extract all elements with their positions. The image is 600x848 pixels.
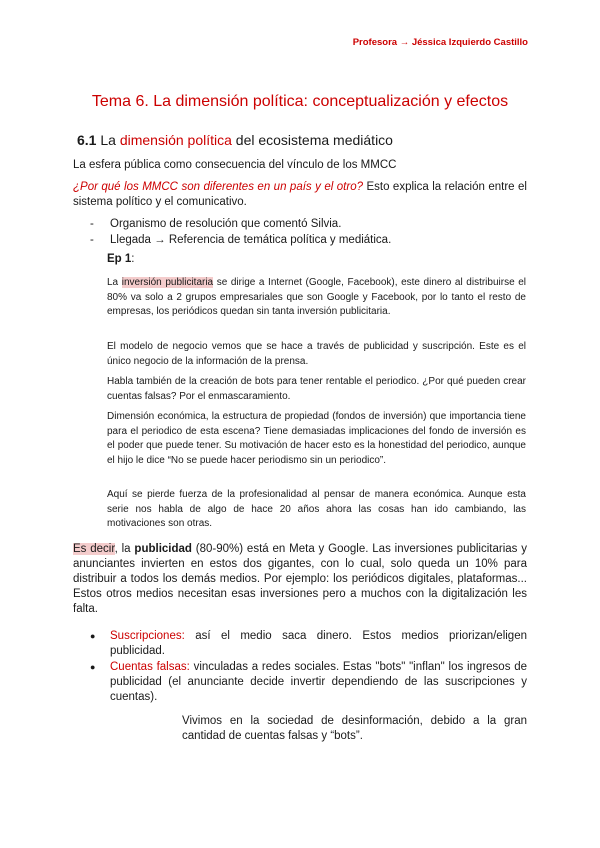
episode-title: Ep 1: <box>107 253 135 265</box>
highlight-inversion: inversión publicitaria <box>121 277 214 288</box>
highlight-es-decir: Es decir <box>73 543 115 555</box>
section-number: 6.1 <box>77 132 97 148</box>
bold-publicidad: publicidad <box>134 543 192 555</box>
closing-paragraph: Vivimos en la sociedad de desinformación, debido a la gran cantidad de cuentas falsas y “bots”. <box>182 715 527 742</box>
dash-item: - Llegada → Referencia de temática política y mediática. <box>90 234 392 246</box>
episode-paragraph-5: Aquí se pierde fuerza de la profesionalidad al pensar de manera económica. Aunque esta serie nos habla de algo de hace 20 años ahora las cosas han ido cambiando, las motivaciones son otras. <box>107 489 526 529</box>
bullet-item: ● Suscripciones: así el medio saca dinero. Estos medios priorizan/eligen publicidad. <box>90 630 527 657</box>
intro-paragraph: La esfera pública como consecuencia del vínculo de los MMCC <box>73 159 397 171</box>
bullet-dot-icon: ● <box>90 631 96 641</box>
bullet-dot-icon: ● <box>90 662 96 672</box>
section-pre: La <box>100 132 116 148</box>
section-post: del ecosistema mediático <box>235 132 393 148</box>
question-red: ¿Por qué los MMCC son diferentes en un país y el otro? <box>73 181 363 193</box>
episode-paragraph-4: Dimensión económica, la estructura de propiedad (fondos de inversión) que importancia tiene para el periodico de esta escena? Tiene demasiadas implicaciones del fondo de inversión es el poder que puede tener. Su motivación de hacer esto es la honestidad del periodico, aunque el hijo le dice “No se puede hacer periodismo sin un periodico”. <box>107 411 526 466</box>
question-paragraph <box>73 180 527 210</box>
es-decir-paragraph: Es decir, la publicidad (80-90%) está en Meta y Google. Las inversiones publicitarias y anunciantes invierten en estos dos gigantes, con lo cual, solo queda un 10% para distribuir a todos los demás medios. Por ejemplo: los periódicos digitales, plataformas... Estos otros medios necesitan esas inversiones pero a muchos con la digitalización les falta. <box>73 543 528 615</box>
section-heading <box>77 132 393 148</box>
dash-item: - Organismo de resolución que comentó Silvia. <box>90 218 342 230</box>
bullet-item: ● Cuentas falsas: vinculadas a redes sociales. Estas "bots" "inflan" los ingresos de publicidad (el anunciante decide invertir dependiendo de las suscripciones y cuentas). <box>90 661 528 703</box>
bullet-label: Cuentas falsas: <box>110 661 190 673</box>
author-header: Profesora → Jéssica Izquierdo Castillo <box>352 37 528 48</box>
episode-paragraph-3: Habla también de la creación de bots para tener rentable el periodico. ¿Por qué pueden crear cuentas falsas? Por el enmascaramiento. <box>107 376 526 402</box>
episode-paragraph-1: La inversión publicitaria se dirige a Internet (Google, Facebook), este dinero al distribuirse el 80% va solo a 2 grupos empresariales que son Google y Facebook, por lo tanto el resto de empresas, los periódicos quedan sin tanta inversión publicitaria. <box>107 277 527 317</box>
bullet-label: Suscripciones: <box>110 630 185 642</box>
section-highlight: dimensión política <box>119 132 232 148</box>
question-rest: Esto explica la relación entre el sistema político y el comunicativo. <box>73 181 527 208</box>
page-title: Tema 6. La dimensión política: conceptualización y efectos <box>91 93 509 110</box>
episode-paragraph-2: El modelo de negocio vemos que se hace a través de publicidad y suscripción. Este es el único negocio de la información de la prensa. <box>107 341 526 367</box>
